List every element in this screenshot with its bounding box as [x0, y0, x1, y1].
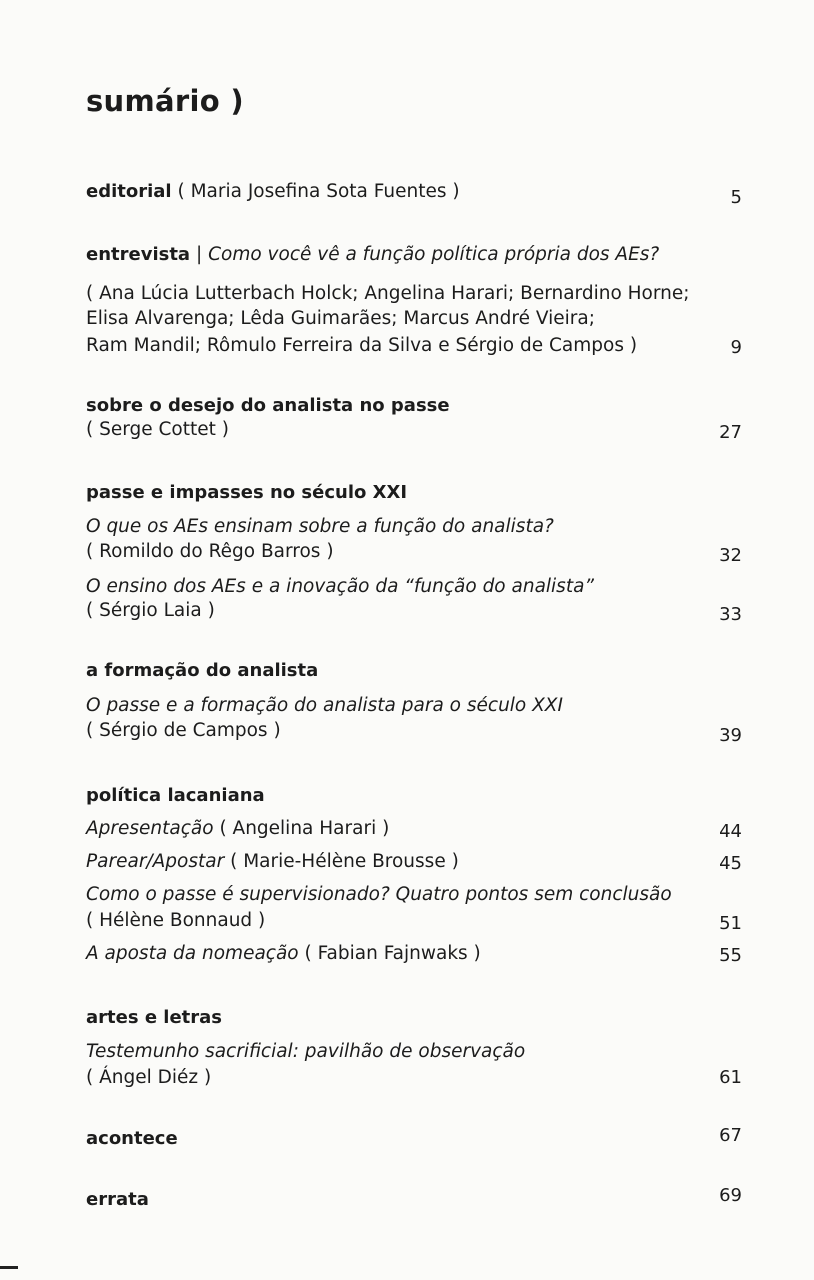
section-heading: entrevista: [86, 244, 191, 265]
entry-title: Parear/Apostar: [86, 851, 225, 872]
section-heading[interactable]: errata: [86, 1189, 149, 1210]
page-number: 39: [719, 725, 742, 746]
entry-author: ( Maria Josefina Sota Fuentes ): [171, 181, 460, 202]
section-heading[interactable]: acontece: [86, 1128, 178, 1149]
page-number: 9: [730, 337, 742, 358]
section-heading: artes e letras: [86, 1007, 223, 1028]
section-heading[interactable]: sobre o desejo do analista no passe: [86, 395, 450, 416]
entry-title: Como você vê a função política própria dos AEs?: [208, 244, 660, 265]
entry-title[interactable]: Testemunho sacrificial: pavilhão de observação: [86, 1041, 526, 1062]
page-number: 69: [719, 1185, 742, 1206]
page-number: 45: [719, 853, 742, 874]
entry-title: A aposta da nomeação: [86, 943, 299, 964]
entry-author: ( Angelina Harari ): [213, 818, 390, 839]
entry-author: ( Serge Cottet ): [86, 419, 229, 440]
toc-entry[interactable]: [86, 817, 389, 841]
toc-entry[interactable]: [86, 850, 459, 874]
entry-author: ( Hélène Bonnaud ): [86, 910, 266, 931]
page-number: 5: [730, 187, 742, 208]
section-heading: passe e impasses no século XXI: [86, 482, 408, 503]
toc-entry[interactable]: [86, 942, 481, 966]
entry-author: ( Sérgio Laia ): [86, 600, 215, 621]
page-number: 67: [719, 1125, 742, 1146]
entry-title[interactable]: O que os AEs ensinam sobre a função do analista?: [86, 516, 554, 537]
entry-title[interactable]: Como o passe é supervisionado? Quatro pontos sem conclusão: [86, 884, 672, 905]
entry-author: ( Marie-Hélène Brousse ): [224, 851, 459, 872]
page-title: sumário ): [86, 84, 244, 118]
page-number: 44: [719, 821, 742, 842]
page-number: 33: [719, 604, 742, 625]
page-edge-mark: [0, 1266, 18, 1269]
entry-author: ( Romildo do Rêgo Barros ): [86, 541, 334, 562]
page-number: 51: [719, 913, 742, 934]
section-heading: a formação do analista: [86, 660, 319, 681]
entry-author: Ram Mandil; Rômulo Ferreira da Silva e Sérgio de Campos ): [86, 335, 638, 356]
toc-entry-entrevista[interactable]: [86, 243, 659, 267]
separator: |: [190, 244, 209, 265]
page-number: 27: [719, 422, 742, 443]
page-number: 32: [719, 545, 742, 566]
page-number: 55: [719, 945, 742, 966]
section-heading: editorial: [86, 181, 172, 202]
entry-title[interactable]: O ensino dos AEs e a inovação da “função do analista”: [86, 576, 595, 597]
entry-title[interactable]: O passe e a formação do analista para o século XXI: [86, 695, 563, 716]
entry-author: ( Ángel Diéz ): [86, 1067, 212, 1088]
toc-entry-editorial[interactable]: [86, 180, 460, 204]
entry-author: ( Fabian Fajnwaks ): [298, 943, 481, 964]
page-number: 61: [719, 1067, 742, 1088]
entry-author: ( Sérgio de Campos ): [86, 720, 281, 741]
entry-author: Elisa Alvarenga; Lêda Guimarães; Marcus André Vieira;: [86, 308, 595, 329]
entry-title: Apresentação: [86, 818, 214, 839]
section-heading: política lacaniana: [86, 785, 265, 806]
entry-author: ( Ana Lúcia Lutterbach Holck; Angelina Harari; Bernardino Horne;: [86, 283, 690, 304]
